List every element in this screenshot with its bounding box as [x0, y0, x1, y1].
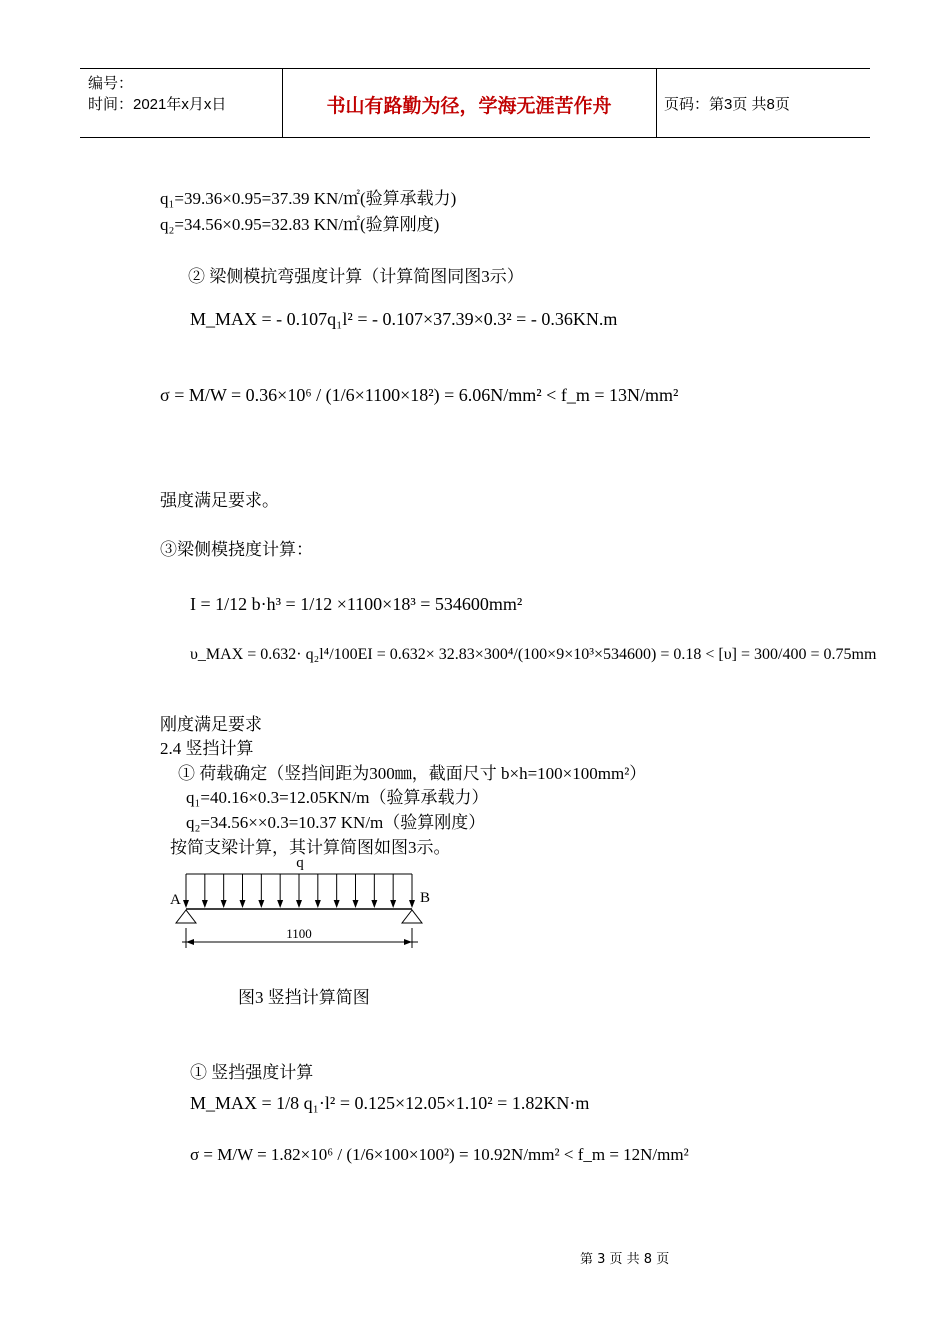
load-arrow-head	[258, 900, 264, 908]
distributed-load	[183, 874, 415, 908]
load-arrow-head	[353, 900, 359, 908]
eq-deflection: υ_MAX = 0.632· q₂l⁴/100EI = 0.632× 32.83×300⁴/(100×9×10³×534600) = 0.18 < [υ] = 300/400 = 0.75mm	[190, 646, 877, 663]
eq-mmax-2: M_MAX = 1/8 q₁·l² = 0.125×12.05×1.10² = 1.82KN·m	[190, 1093, 590, 1113]
serial-label: 编号：	[88, 75, 134, 92]
load-arrow-head	[240, 900, 246, 908]
figure-caption: 图3 竖挡计算简图	[238, 988, 370, 1007]
q1-line: q₁=39.36×0.95=37.39 KN/㎡(验算承载力)	[160, 189, 457, 208]
support-a-label: A	[170, 892, 181, 908]
load-arrow-head	[202, 900, 208, 908]
eq-mmax-1: M_MAX = - 0.107q₁l² = - 0.107×37.39×0.3² = - 0.36KN.m	[190, 309, 618, 329]
beam-diagram	[160, 852, 440, 957]
header-page-label: 页码：第3页 共8页	[664, 96, 790, 113]
eq-sigma-2: σ = M/W = 1.82×10⁶ / (1/6×100×100²) = 10.92N/mm² < f_m = 12N/mm²	[190, 1145, 689, 1164]
load-arrow-head	[409, 900, 415, 908]
eq-sigma-1: σ = M/W = 0.36×10⁶ / (1/6×1100×18²) = 6.06N/mm² < f_m = 13N/mm²	[160, 385, 679, 405]
load-title: ① 荷载确定（竖挡间距为300㎜，截面尺寸 b×h=100×100mm²）	[178, 764, 647, 783]
load-arrow-head	[296, 900, 302, 908]
span-label: 1100	[286, 926, 312, 941]
stiffness-ok: 刚度满足要求	[160, 715, 262, 734]
load-arrow-head	[315, 900, 321, 908]
load-arrow-head	[221, 900, 227, 908]
load-label: q	[296, 855, 304, 871]
vq1-line: q₁=40.16×0.3=12.05KN/m（验算承载力）	[186, 788, 489, 807]
step3-title: ③梁侧模挠度计算：	[160, 540, 313, 559]
date-label: 时间：2021年x月x日	[88, 96, 227, 113]
q2-line: q₂=34.56×0.95=32.83 KN/㎡(验算刚度)	[160, 215, 440, 234]
load-arrow-head	[334, 900, 340, 908]
header-left	[88, 73, 226, 115]
load-arrow-head	[390, 900, 396, 908]
support-b-label: B	[420, 890, 431, 906]
header-motto: 书山有路勤为径，学海无涯苦作舟	[326, 95, 612, 117]
eq-inertia: I = 1/12 b·h³ = 1/12 ×1100×18³ = 534600mm²	[190, 594, 523, 614]
step2-title: ② 梁侧模抗弯强度计算（计算简图同图3示）	[188, 267, 524, 286]
footer-page: 第 3 页 共 8 页	[580, 1252, 670, 1267]
vq2-line: q₂=34.56××0.3=10.37 KN/m（验算刚度）	[186, 813, 486, 832]
strength-ok: 强度满足要求。	[160, 491, 279, 510]
page-header	[80, 68, 870, 138]
support-b	[402, 910, 422, 923]
load-arrow-head	[277, 900, 283, 908]
simple-beam-text: 按简支梁计算，其计算简图如图3示。	[170, 838, 451, 857]
section-2-4: 2.4 竖挡计算	[160, 739, 254, 758]
strength-title: ① 竖挡强度计算	[190, 1063, 314, 1082]
load-arrow-head	[183, 900, 189, 908]
header-divider	[656, 69, 657, 137]
support-a	[176, 910, 196, 923]
load-arrow-head	[371, 900, 377, 908]
